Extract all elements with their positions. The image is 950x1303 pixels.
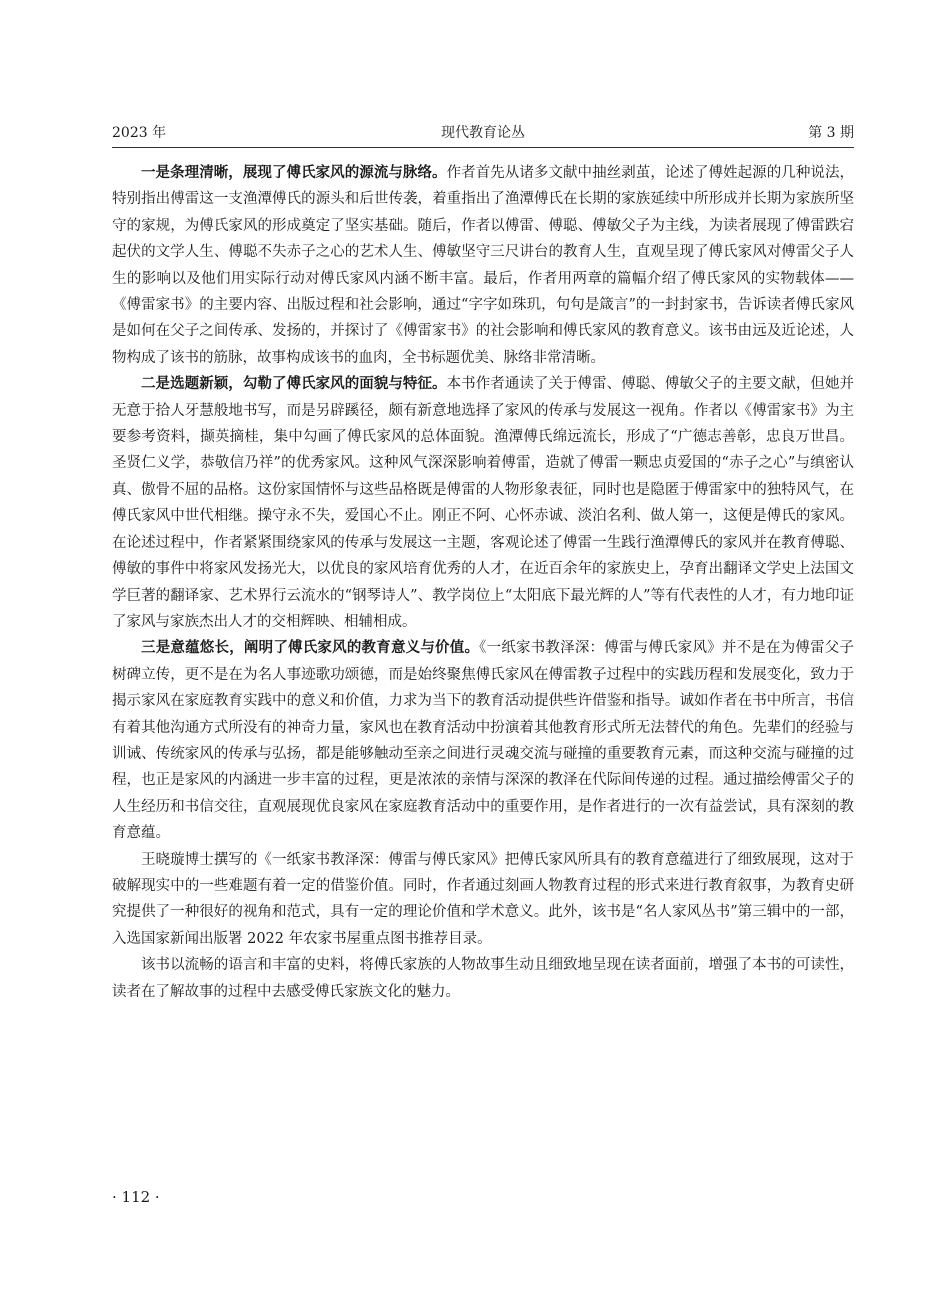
- paragraph-4: [112, 847, 854, 953]
- paragraph-1-lead: 一是条理清晰，展现了傅氏家风的源流与脉络。: [141, 164, 447, 181]
- running-header: [112, 123, 854, 143]
- paragraph-3: [112, 635, 854, 846]
- paragraph-1-text: 作者首先从诸多文献中抽丝剥茧，论述了傅姓起源的几种说法，特别指出傅雷这一支渔潭傅氏的源头和后世传袭，着重指出了渔潭傅氏在长期的家族延续中所形成并长期为家族所坚守的家规，为傅氏家风的形成奠定了坚实基础。随后，作者以傅雷、傅聪、傅敏父子为主线，为读者展现了傅雷跌宕起伏的文学人生、傅聪不失赤子之心的艺术人生、傅敏坚守三尺讲台的教育人生，直观呈现了傅氏家风对傅雷父子人生的影响以及他们用实际行动对傅氏家风内涵不断丰富。最后，作者用两章的篇幅介绍了傅氏家风的实物载体——《傅雷家书》的主要内容、出版过程和社会影响，通过“字字如珠玑，句句是箴言”的一封封家书，告诉读者傅氏家风是如何在父子之间传承、发扬的，并探讨了《傅雷家书》的社会影响和傅氏家风的教育意义。该书由远及近论述，人物构成了该书的筋脉，故事构成该书的血肉，全书标题优美、脉络非常清晰。: [112, 165, 854, 366]
- page-number: · 112 ·: [112, 1188, 160, 1206]
- paragraph-2: [112, 371, 854, 635]
- paragraph-4-text: 王晓璇博士撰写的《一纸家书教泽深：傅雷与傅氏家风》把傅氏家风所具有的教育意蕴进行了细致展现，这对于破解现实中的一些难题有着一定的借鉴价值。同时，作者通过刻画人物教育过程的形式来进行教育叙事，为教育史研究提供了一种很好的视角和范式，具有一定的理论价值和学术意义。此外，该书是“名人家风丛书”第三辑中的一部，入选国家新闻出版署 2022 年农家书屋重点图书推荐目录。: [112, 851, 854, 947]
- paragraph-2-text: 本书作者通读了关于傅雷、傅聪、傅敏父子的主要文献，但她并无意于拾人牙慧般地书写，而是另辟蹊径，颇有新意地选择了家风的传承与发展这一视角。作者以《傅雷家书》为主要参考资料，撷英摘桂，集中勾画了傅氏家风的总体面貌。渔潭傅氏绵远流长，形成了“广德志善彰，忠良万世昌。圣贤仁义学，恭敬信乃祥”的优秀家风。这种风气深深影响着傅雷，造就了傅雷一颗忠贞爱国的“赤子之心”与缜密认真、傲骨不屈的品格。这份家国情怀与这些品格既是傅雷的人物形象表征，同时也是隐匿于傅雷家中的独特风气，在傅氏家风中世代相继。操守永不失，爱国心不止。刚正不阿、心怀赤诚、淡泊名利、做人第一，这便是傅氏的家风。在论述过程中，作者紧紧围绕家风的传承与发展这一主题，客观论述了傅雷一生践行渔潭傅氏的家风并在教育傅聪、傅敏的事件中将家风发扬光大，以优良的家风培育优秀的人才，在近百余年的家族史上，孕育出翻译文学史上法国文学巨著的翻译家、艺术界行云流水的“钢琴诗人”、教学岗位上“太阳底下最光辉的人”等有代表性的人才，有力地印证了家风与家族杰出人才的交相辉映、相辅相成。: [112, 376, 854, 630]
- header-journal-title: 现代教育论丛: [441, 125, 525, 141]
- paragraph-3-lead: 三是意蕴悠长，阐明了傅氏家风的教育意义与价值。: [141, 639, 480, 657]
- paragraph-5: [112, 952, 854, 1005]
- header-rule: [112, 147, 854, 148]
- header-issue: 第 3 期: [808, 125, 854, 141]
- paragraph-5-text: 该书以流畅的语言和丰富的史料，将傅氏家族的人物故事生动且细致地呈现在读者面前，增强了本书的可读性，读者在了解故事的过程中去感受傅氏家族文化的魅力。: [112, 957, 854, 1000]
- header-year: 2023 年: [112, 125, 167, 141]
- paragraph-2-lead: 二是选题新颖，勾勒了傅氏家风的面貌与特征。: [141, 375, 447, 393]
- paragraph-3-text: 《一纸家书教泽深：傅雷与傅氏家风》并不是在为傅雷父子树碑立传，更不是在为名人事迹歌功颂德，而是始终聚焦傅氏家风在傅雷教子过程中的实践历程和发展变化，致力于揭示家风在家庭教育实践中的意义和价值，力求为当下的教育活动提供些许借鉴和指导。诚如作者在书中所言，书信有着其他沟通方式所没有的神奇力量，家风也在教育活动中扮演着其他教育形式所无法替代的角色。先辈们的经验与训诫、传统家风的传承与弘扬，都是能够触动至亲之间进行灵魂交流与碰撞的重要教育元素，而这种交流与碰撞的过程，也正是家风的内涵进一步丰富的过程，更是浓浓的亲情与深深的教泽在代际间传递的过程。通过描绘傅雷父子的人生经历和书信交往，直观展现优良家风在家庭教育活动中的重要作用，是作者进行的一次有益尝试，具有深刻的教育意蕴。: [112, 640, 854, 842]
- paragraph-1: [112, 160, 854, 371]
- article-body: [112, 160, 854, 1005]
